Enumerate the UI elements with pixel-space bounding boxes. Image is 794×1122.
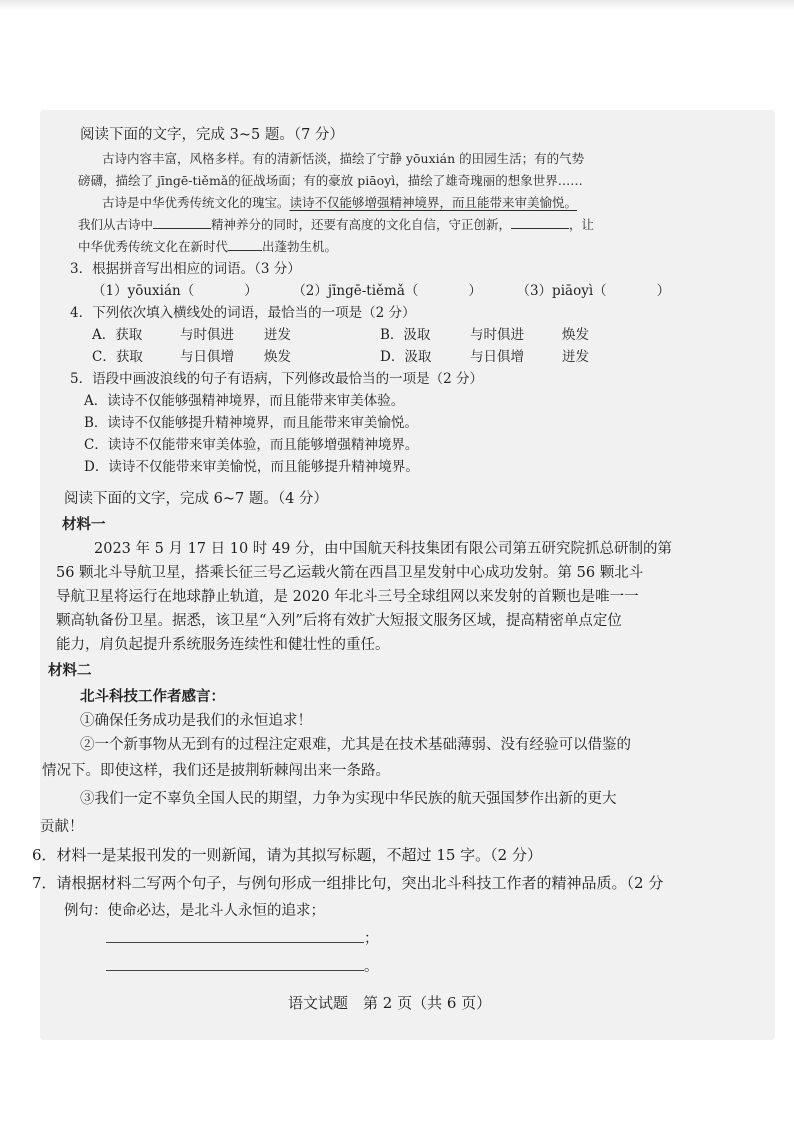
q4-c-word2: 与日俱增	[180, 349, 234, 365]
material1-line: 56 颗北斗导航卫星，搭乘长征三号乙运载火箭在西昌卫星发射中心成功发射。第 56 颗北斗	[56, 565, 644, 581]
q7-answer-line-1[interactable]	[106, 930, 379, 948]
scan-top-edge	[0, 0, 794, 10]
q7-example: 例句：使命必达，是北斗人永恒的追求；	[64, 903, 325, 919]
q3-item-2: （2）jīngē-tiěmǎ（	[292, 283, 419, 299]
q5-option-a[interactable]: A．读诗不仅能够强精神境界，而且能带来审美体验。	[84, 393, 405, 409]
q5-option-b[interactable]: B．读诗不仅能够提升精神境界，而且能带来审美愉悦。	[84, 415, 418, 431]
answer-underline[interactable]	[106, 958, 364, 971]
q5-option-c[interactable]: C．读诗不仅能带来审美体验，而且能够增强精神境界。	[84, 437, 419, 453]
material1-line: 颗高轨备份卫星。据悉，该卫星“入列”后将有效扩大短报文服务区域，提高精密单点定位	[56, 613, 622, 629]
fill-blank-1[interactable]	[153, 216, 211, 229]
q4-option-c[interactable]	[92, 348, 291, 366]
passage-line: 古诗内容丰富，风格多样。有的清新恬淡，描绘了宁静 yōuxián 的田园生活；有的气势	[102, 151, 585, 166]
material2-subtitle: 北斗科技工作者感言：	[80, 688, 225, 705]
q4-option-a[interactable]	[92, 326, 291, 344]
q4-b-word2: 与时俱进	[470, 327, 524, 343]
passage-text: ，让	[569, 217, 595, 232]
passage-line	[102, 194, 577, 212]
question-5: 5．语段中画波浪线的句子有语病，下列修改最恰当的一项是（2 分）	[70, 371, 483, 387]
wavy-underlined-sentence: 读诗不仅能够增强精神境界，而且能带来审美愉悦。	[289, 195, 578, 210]
q4-a-word1: A．获取	[92, 327, 143, 343]
passage-line	[78, 216, 594, 234]
question-3-items	[92, 282, 670, 300]
fill-blank-2[interactable]	[511, 216, 569, 229]
material1-line: 2023 年 5 月 17 日 10 时 49 分，由中国航天科技集团有限公司第五研究院抓总研制的第	[94, 541, 672, 557]
q4-b-word3: 焕发	[562, 327, 589, 343]
q3-item-1-close: ）	[244, 283, 258, 299]
q3-item-2-close: ）	[468, 283, 482, 299]
q3-item-3-close: ）	[656, 283, 671, 299]
material2-quote: ②一个新事物从无到有的过程注定艰难，尤其是在技术基础薄弱、没有经验可以借鉴的	[80, 737, 631, 753]
passage-line	[78, 238, 337, 256]
question-7: 7．请根据材料二写两个句子，与例句形成一组排比句，突出北斗科技工作者的精神品质。（2 分	[32, 874, 664, 892]
question-3: 3．根据拼音写出相应的词语。（3 分）	[70, 261, 301, 277]
passage-text: 精神养分的同时，还要有高度的文化自信，守正创新，	[211, 217, 512, 232]
answer-underline[interactable]	[106, 930, 364, 943]
q7-answer-line-2[interactable]	[106, 958, 379, 976]
fill-blank-3[interactable]	[228, 238, 262, 251]
question-6: 6．材料一是某报刊发的一则新闻，请为其拟写标题，不超过 15 字。（2 分）	[32, 846, 542, 864]
section2-heading: 阅读下面的文字，完成 6~7 题。（4 分）	[64, 491, 328, 507]
passage-line: 磅礴，描绘了 jīngē-tiěmǎ的征战场面；有的豪放 piāoyì，描绘了雄奇瑰丽的想象世界……	[78, 173, 583, 188]
material1-line: 能力，肩负起提升系统服务连续性和健壮性的重任。	[56, 637, 390, 653]
q3-item-1: （1）yōuxián（	[92, 283, 195, 299]
q4-option-b[interactable]	[380, 326, 589, 344]
answer-end-punct: ；	[364, 931, 379, 947]
material2-quote: ③我们一定不辜负全国人民的期望，力争为实现中华民族的航天强国梦作出新的更大	[80, 791, 617, 807]
passage-text: 我们从古诗中	[78, 217, 154, 232]
question-4: 4．下列依次填入横线处的词语，最恰当的一项是（2 分）	[70, 305, 416, 321]
material2-quote: ①确保任务成功是我们的永恒追求！	[80, 713, 312, 729]
q3-item-3: （3）piāoyì（	[516, 283, 607, 299]
q4-b-word1: B．汲取	[380, 327, 431, 343]
q4-d-word1: D．汲取	[380, 349, 432, 365]
q4-c-word3: 焕发	[264, 349, 291, 365]
q5-option-d[interactable]: D．读诗不仅能带来审美愉悦，而且能够提升精神境界。	[84, 459, 419, 475]
passage-text: 古诗是中华优秀传统文化的瑰宝。	[102, 195, 290, 210]
section1-heading: 阅读下面的文字，完成 3~5 题。（7 分）	[80, 127, 344, 143]
q4-c-word1: C．获取	[92, 349, 143, 365]
passage-text: 中华优秀传统文化在新时代	[78, 239, 229, 254]
answer-end-punct: 。	[364, 959, 379, 975]
q4-d-word2: 与日俱增	[470, 349, 524, 365]
page-footer: 语文试题 第 2 页（共 6 页）	[288, 994, 492, 1012]
material2-quote: 情况下。即使这样，我们还是披荆斩棘闯出来一条路。	[42, 763, 390, 779]
q4-d-word3: 迸发	[562, 349, 589, 365]
q4-option-d[interactable]	[380, 348, 589, 366]
passage-text: 出蓬勃生机。	[262, 239, 338, 254]
q4-a-word3: 迸发	[264, 327, 291, 343]
q4-a-word2: 与时俱进	[180, 327, 234, 343]
material2-title: 材料二	[48, 662, 92, 679]
material1-title: 材料一	[62, 516, 106, 533]
material2-quote: 贡献！	[40, 819, 84, 835]
material1-line: 导航卫星将运行在地球静止轨道，是 2020 年北斗三号全球组网以来发射的首颗也是唯一一	[56, 589, 639, 605]
